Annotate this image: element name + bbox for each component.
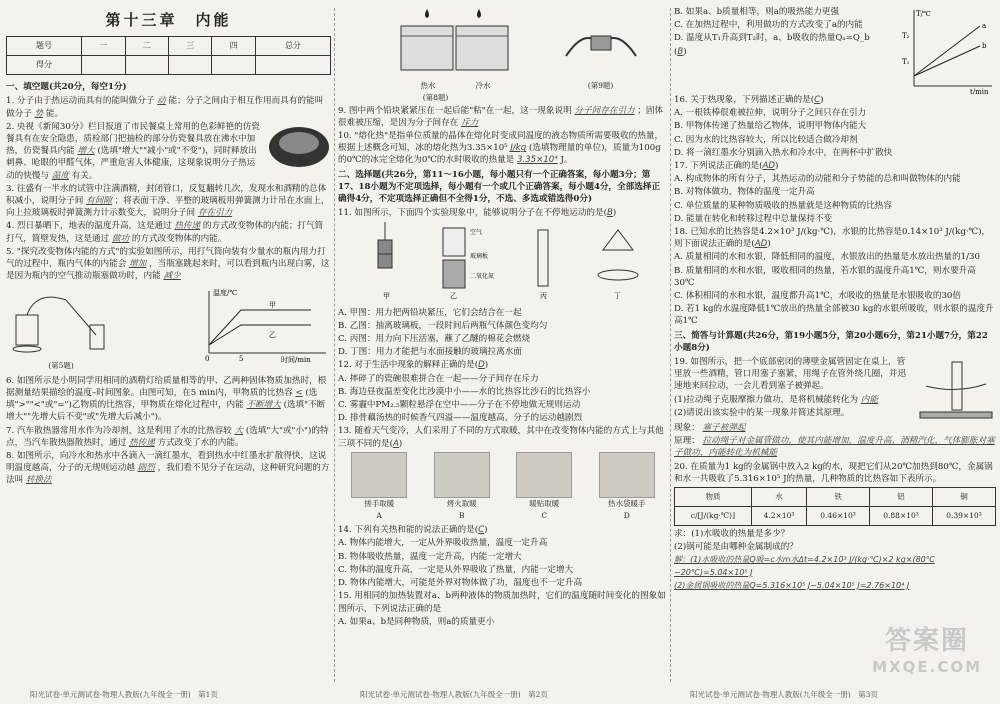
graph-x-label: 时间/min <box>281 356 311 364</box>
section-heading: 二、选择题(共26分，第11～16小题，每小题只有一个正确答案，每小题3分；第17、18小题为不定项选择，每小题有一个或几个正确答案，每小题4分，全部选择正确得4分，不定项选择正确但不全得1分，不选、多选或错选得0分) <box>338 169 661 205</box>
option: A. 物体内能增大，一定从外界吸收热量，温度一定升高 <box>338 538 548 549</box>
column-divider <box>670 8 671 682</box>
question-18: 18. 已知水的比热容是4.2×10³ J/(kg·℃)，水银的比热容是0.14×10³ J/(kg·℃)，则下面说法正确的是(AD) <box>674 227 991 250</box>
table-row <box>7 37 331 56</box>
option: A. 如果a、b是同种物质，则a的质量更小 <box>338 616 495 627</box>
question-12: 12. 对于生活中现象的解释正确的是(D) <box>338 360 489 371</box>
table-cell: 0.88×10³ <box>870 507 933 526</box>
page-footer-2: 阳光试卷·单元测试卷·物理人教版(九年级全一册) 第2页 <box>360 690 548 699</box>
table-row <box>7 56 331 75</box>
svg-text:T₁: T₁ <box>902 58 910 66</box>
lead-blocks-figure <box>556 6 646 76</box>
figure-5 <box>6 285 116 371</box>
air-label: 空气 <box>470 229 483 237</box>
question-8: 8. 如图所示，向冷水和热水中各滴入一滴红墨水，看到热水中红墨水扩散得快，这说明温度越高，分子的无规则运动越 剧烈 ，我们看不见分子在运动，这种研究问题的方法叫 转换法 <box>6 451 330 486</box>
option: D. 温度从T₁升高到T₂时，a、b吸收的热量Qₐ=Q_b <box>674 33 870 44</box>
table-cell: 总分 <box>255 37 330 56</box>
q19-block <box>674 356 996 422</box>
figure-caption: (第5题) <box>48 360 74 370</box>
photo-option-c: 暖贴取暖 C <box>516 452 572 522</box>
question-1: 1. 分子由于热运动而具有的能叫做分子 动 能；分子之间由于相互作用而具有的能叫做分子 势 能。 <box>6 96 324 119</box>
photo <box>351 452 407 498</box>
table-cell: 题号 <box>7 37 82 56</box>
fig11-label-d: 丁 <box>614 292 621 301</box>
glass-plate-label: 玻璃板 <box>470 253 489 261</box>
question-2-block <box>6 121 331 183</box>
option: B. 质量相同的水和水银，吸收相同的热量，若水银的温度升高1℃，则水要升高30℃ <box>674 265 976 288</box>
figure-caption: (第9题) <box>587 81 614 91</box>
photo-option-b: 烤火取暖 B <box>434 452 490 522</box>
table-cell: 4.2×10³ <box>751 507 806 526</box>
question-14: 14. 下列有关热和能的说法正确的是(C) <box>338 525 488 536</box>
option: D. 排骨藕汤热的时候香气四溢——温度越高，分子的运动越剧烈 <box>338 413 583 424</box>
question-19-1: (1)拉动绳子克服摩擦力做功，是将机械能转化为 内能 <box>674 394 878 405</box>
no2-label: 二氧化氮 <box>470 273 495 281</box>
option: B. 乙图：抽离玻璃板，一段时间后两瓶气体颜色变均匀 <box>338 320 548 331</box>
photo-option-d: 热水袋暖手 D <box>599 452 655 522</box>
table-cell: 得分 <box>7 56 82 75</box>
figure-8 <box>361 6 511 105</box>
answer: (B) <box>674 46 687 57</box>
option: D. 能量在转化和转移过程中总量保持不变 <box>674 213 833 224</box>
option: A. 摔碎了的瓷碗很难拼合在一起——分子间存在斥力 <box>338 373 539 384</box>
option: D. 将一滴红墨水分别滴入热水和冷水中，在两杯中扩散快 <box>674 147 893 158</box>
option: B. 海边昼夜温差变化比沙漠中小——水的比热容比沙石的比热容小 <box>338 386 591 397</box>
option: A. 构成物体的所有分子，其热运动的动能和分子势能的总和叫做物体的内能 <box>674 174 961 185</box>
question-17: 17. 下列说法正确的是(AD) <box>674 161 779 172</box>
svg-text:b: b <box>982 42 987 50</box>
score-table <box>6 36 331 75</box>
graph-line-label-b: 乙 <box>269 331 276 340</box>
chapter-title: 第十三章 内能 <box>105 11 232 29</box>
question-9: 9. 图中两个铅块紧紧压在一起后能"粘"在一起，这一现象说明 分子间存在引力 ；固体很难被压缩，是因为分子间存在 斥力 <box>338 105 664 128</box>
beakers-figure <box>361 6 511 76</box>
graph-tick-5: 5 <box>239 355 244 364</box>
table-cell: 铁 <box>807 488 870 507</box>
q13-photos <box>338 452 668 522</box>
section-heading: 一、填空题(共20分，每空1分) <box>6 82 127 93</box>
figure-row-5-6 <box>6 285 331 371</box>
option: B. 对物体做功，物体的温度一定升高 <box>674 187 815 198</box>
photo <box>434 452 490 498</box>
fig11-label-b: 乙 <box>450 292 457 301</box>
table-row <box>675 507 996 526</box>
option: C. 雾霾中PM₂.₅颗粒悬浮在空中——分子在不停地做无规则运动 <box>338 400 581 411</box>
table-cell <box>255 56 330 75</box>
q15-block <box>674 6 996 94</box>
table-cell: 二 <box>125 37 168 56</box>
table-cell: 三 <box>168 37 211 56</box>
question-6: 6. 如图所示是小明同学用相同的酒精灯给质量相等的甲、乙两种固体物质加热时，根据测量结果描绘的温度–时间图象。由图可知，在5 min内，甲物质的比热容 < (选填">""<"或"=")乙物质的比热容，甲物质在熔化过程中，内能 不断增大 (选填"不断增大""先增大后不变"或"先增大后减小")。 <box>6 375 327 423</box>
question-13: 13. 随着天气变冷，人们采用了不同的方式取暖，其中在改变物体内能的方式上与其他三项不同的是(A) <box>338 426 664 449</box>
photo-option-a: 搓手取暖 A <box>351 452 407 522</box>
cold-water-label: 冷水 <box>475 81 491 91</box>
question-11: 11. 如图所示，下面四个实验现象中，能够说明分子在不停地运动的是(B) <box>338 208 617 219</box>
hot-water-label: 热水 <box>420 81 436 91</box>
option: C. 单位质量的某种物质吸收的热量就是这种物质的比热容 <box>674 200 892 211</box>
figure-caption: (第8题) <box>422 93 449 103</box>
graph-tick-0: 0 <box>205 355 210 364</box>
pot-photo <box>267 121 331 173</box>
table-cell <box>212 56 255 75</box>
q20-solution-2: (2)金属锅吸收的热量Q=5.316×10⁵ J−5.04×10⁵ J=2.76×10⁴ J <box>674 580 910 590</box>
svg-text:T/℃: T/℃ <box>916 10 931 18</box>
fig11-label-c: 丙 <box>540 292 547 301</box>
photo <box>599 452 655 498</box>
option: A. 一根铁棒很难被拉伸，说明分子之间只存在引力 <box>674 108 867 119</box>
q20-solution: 解：(1)水吸收的热量Q吸=c水m水Δt=4.2×10³ J/(kg·℃)×2 kg×(80℃−20℃)=5.04×10⁵ J <box>674 555 935 577</box>
page-column-2 <box>338 6 668 682</box>
svg-text:t/min: t/min <box>970 88 989 94</box>
option: B. 物体吸收热量，温度一定升高，内能一定增大 <box>338 551 522 562</box>
question-20: 20. 在质量为1 kg的金属锅中放入2 kg的水，现把它们从20℃加热到80℃，金属锅和水一共吸收了5.316×10⁵ J的热量，几种物质的比热容如下表所示。 <box>674 461 993 484</box>
option: A. 质量相同的水和水银，降低相同的温度，水银放出的热量是水放出热量的1/30 <box>674 252 980 263</box>
page-column-3 <box>674 6 996 682</box>
question-19: 19. 如图所示，把一个底部密闭的薄壁金属管固定在桌上，管里放一些酒精，管口用塞子塞紧，用绳子在管外绕几圈，并迅速地来回拉动，一会儿看到塞子被弹起。 <box>674 357 907 392</box>
question-5: 5. "探究改变物体内能的方式"的实验如图所示，用打气筒向装有少量水的瓶内用力打气的过程中，瓶内气体的内能会 增加 ，当瓶塞跳起来时，可以看到瓶内出现白雾，这是因为瓶内的空气推动瓶塞做功时，内能 减少 <box>6 246 330 282</box>
table-cell: 铝 <box>870 488 933 507</box>
figure-9 <box>556 6 646 105</box>
table-cell: c/[J/(kg·℃)] <box>675 507 752 526</box>
question-20-1: 求：(1)水吸收的热量是多少？ <box>674 529 790 540</box>
photo <box>516 452 572 498</box>
question-16: 16. 关于热现象，下列描述正确的是(C) <box>674 95 824 105</box>
option: D. 物体内能增大，可能是外界对物体做了功，温度也不一定升高 <box>338 578 583 589</box>
graph-line-jia <box>209 310 311 345</box>
q15-graph <box>900 6 996 94</box>
graph-y-label: 温度/℃ <box>213 289 238 298</box>
page-footer-3: 阳光试卷·单元测试卷·物理人教版(九年级全一册) 第3页 <box>690 690 878 699</box>
watermark-logo: 答案圈 MXQE.COM <box>872 626 982 676</box>
fig11-label-a: 甲 <box>383 292 390 301</box>
table-cell <box>125 56 168 75</box>
svg-text:T₂: T₂ <box>902 32 910 40</box>
table-cell: 铜 <box>933 488 996 507</box>
option: D. 丁图：用力才能把与水面接触的玻璃拉离水面 <box>338 347 522 358</box>
table-cell: 水 <box>751 488 806 507</box>
page-column-1 <box>6 6 331 682</box>
table-cell: 一 <box>82 37 125 56</box>
table-cell: 0.39×10³ <box>933 507 996 526</box>
svg-text:a: a <box>982 22 987 30</box>
table-cell <box>168 56 211 75</box>
q19-principle: 原理： 拉动绳子对金属管做功，使其内能增加，温度升高，酒精汽化，气体膨胀对塞子做功，内能转化为机械能 <box>674 436 995 459</box>
question-3: 3. 往盛有一半水的试管中注满酒精，封闭管口，反复翻转几次，发现水和酒精的总体积减小，说明分子间 有间隙 ；将表面干净、平整的玻璃板用弹簧测力计吊在水面上，向上拉玻璃板时弹簧测力计示数变大，说明分子间 存在引力 <box>6 183 330 219</box>
option: D. 若1 kg的水温度降低1℃放出的热量全部被30 kg的水银所吸收，则水银的温度升高1℃ <box>674 304 994 327</box>
question-20-2: (2)锅可能是由哪种金属制成的？ <box>674 542 798 553</box>
table-cell <box>82 56 125 75</box>
section-heading: 三、简答与计算题(共26分，第19小题5分，第20小题6分，第21小题7分，第22小题8分) <box>674 330 988 353</box>
graph-line-label-a: 甲 <box>269 301 276 310</box>
option: C. 在加热过程中，利用做功的方式改变了a的内能 <box>674 20 863 31</box>
column-divider <box>334 8 335 682</box>
temperature-time-graph <box>181 285 331 363</box>
option: B. 甲物体传递了热量给乙物体，说明甲物体内能大 <box>674 121 867 132</box>
table-cell: 0.46×10³ <box>807 507 870 526</box>
specific-heat-table <box>674 487 996 526</box>
page-footer-1: 阳光试卷·单元测试卷·物理人教版(九年级全一册) 第1页 <box>30 690 218 699</box>
option: C. 因为水的比热容较大，所以比较适合做冷却剂 <box>674 134 858 145</box>
option: C. 物体的温度升高，一定是从外界吸收了热量，内能一定增大 <box>338 564 574 575</box>
option: A. 甲图：用力把两铅块紧压，它们会结合在一起 <box>338 307 522 318</box>
question-15: 15. 用相同的加热装置对a、b两种液体的物质加热时，它们的温度随时间变化的图象如图所示，下列说法正确的是 <box>338 591 666 614</box>
option: C. 体积相同的水和水银，温度都升高1℃，水吸收的热量是水银吸收的30倍 <box>674 291 961 302</box>
table-cell: 物质 <box>675 488 752 507</box>
table-cell: 四 <box>212 37 255 56</box>
question-19-2: (2)请说出该实验中的某一现象并简述其原理。 <box>674 407 850 418</box>
option: B. 如果a、b质量相等，则a的吸热能力更强 <box>674 7 840 17</box>
metal-tube-figure <box>916 356 996 422</box>
option: C. 丙图：用力向下压活塞，蘸了乙醚的棉花会燃烧 <box>338 334 531 345</box>
question-2: 2. 央视《新闻30分》栏目报道了市民餐桌上常用的色彩鲜艳的仿瓷餐具有在安全隐患，质检部门把抽检的部分仿瓷餐具放在沸水中加热，仿瓷餐具内能 增大 (选填"增大""减小"或"不变")，同时释放出刺鼻、呛眼的甲醛气体，严重危害人体健康，这现象说明分子热运动的快慢与 温度 有关。 <box>6 121 260 181</box>
question-4: 4. 烈日暴晒下，地表的温度升高，这是通过 热传递 的方式改变物体的内能；打气筒打气，简壁发热，这是通过 做功 的方式改变物体的内能。 <box>6 221 324 244</box>
figure-row-8-9 <box>338 6 668 105</box>
question-7: 7. 汽车散热器常用水作为冷却剂，这是利用了水的比热容较 大 (选填"大"或"小")的特点，当汽车散热器散热时，通过 热传递 方式改变了水的内能。 <box>6 425 329 448</box>
question-10: 10. "熔化热"是指单位质量的晶体在熔化时变成同温度的液态物质所需要吸收的热量，根据上述概念可知，冰的熔化热为3.35×10⁵ J/kg (选填物理量的单位)，质量为100g的0℃的冰完全熔化为0℃的水时吸收的热量是 3.35×10⁴ J。 <box>338 131 664 166</box>
table-row <box>675 488 996 507</box>
q19-phenomenon: 现象： 塞子被弹起 <box>674 423 746 434</box>
pump-apparatus-figure <box>6 285 116 355</box>
experiments-figure <box>338 220 658 302</box>
